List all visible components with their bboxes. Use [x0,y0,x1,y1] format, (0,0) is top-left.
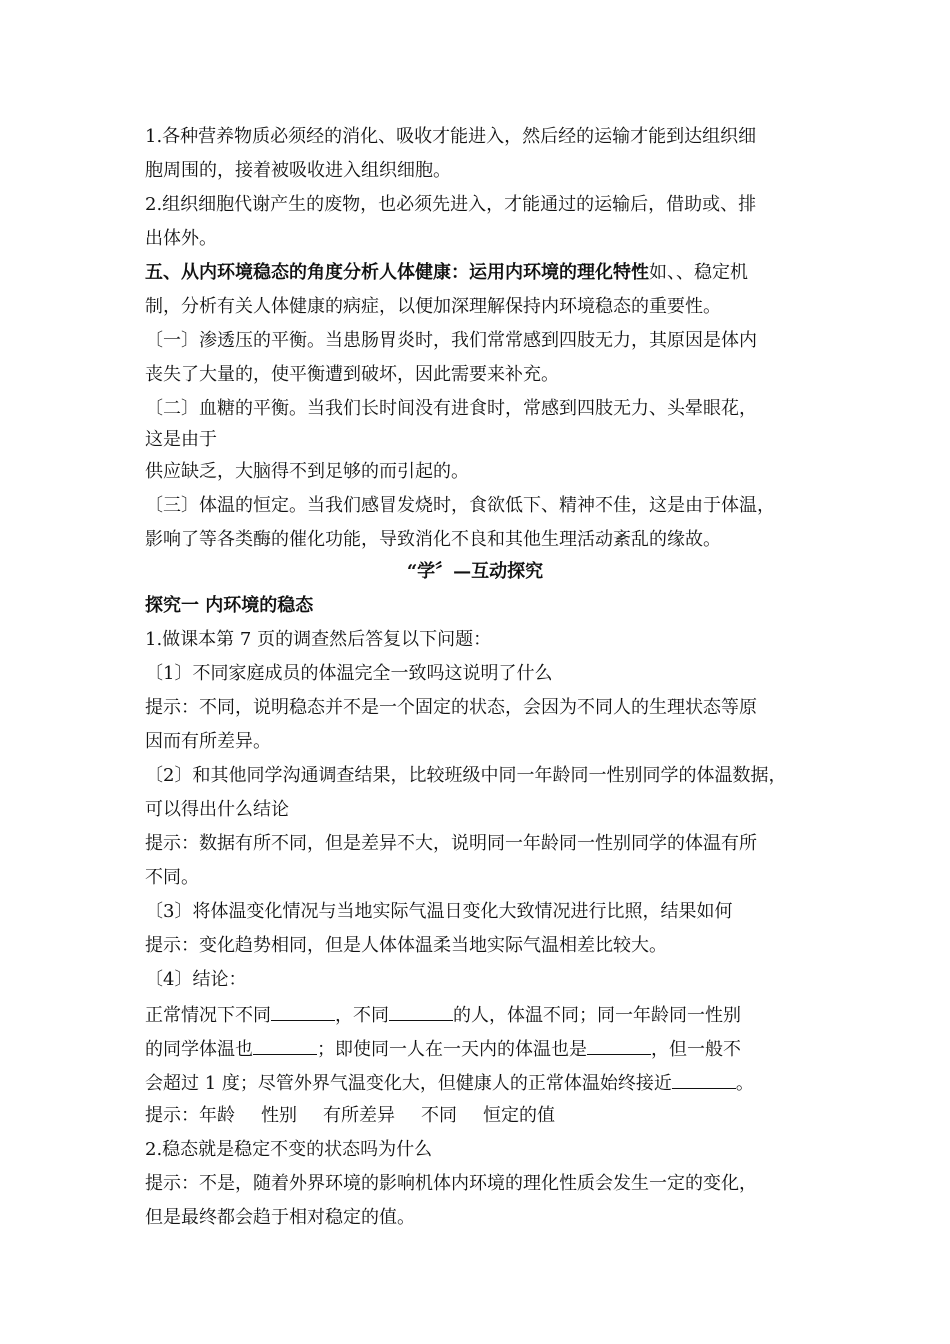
question-1: 〔1〕不同家庭成员的体温完全一致吗这说明了什么 [145,663,553,684]
text-line: 胞周围的，接着被吸收进入组织细胞。 [145,160,451,181]
question-2-cont: 可以得出什么结论 [145,799,289,820]
conclusion-text: ，不同 [335,1005,389,1026]
text-line: 供应缺乏，大脑得不到足够的而引起的。 [145,461,469,482]
conclusion-line [145,1070,754,1094]
hint-answer: 有所差异 [323,1105,395,1126]
conclusion-text: 的人，体温不同；同一年龄同一性别 [453,1005,741,1026]
fill-blank[interactable] [587,1036,651,1055]
conclusion-text: 。 [735,1073,754,1094]
conclusion-text: ，但一般不 [651,1039,741,1060]
text-line: 丧失了大量的，使平衡遭到破坏，因此需要来补充。 [145,364,559,385]
text-line: 1.各种营养物质必须经的消化、吸收才能进入，然后经的运输才能到达组织细 [145,126,757,147]
conclusion-text: 的同学体温也 [145,1039,253,1060]
text-line: 2.组织细胞代谢产生的废物，也必须先进入，才能通过的运输后，借助或、排 [145,194,757,215]
text-line: 〔一〕渗透压的平衡。当患肠胃炎时，我们常常感到四肢无力，其原因是体内 [145,330,757,351]
answer-1-cont: 因而有所差异。 [145,731,271,752]
answer-5: 提示：不是，随着外界环境的影响机体内环境的理化性质会发生一定的变化， [145,1173,757,1194]
hint-answer: 恒定的值 [483,1105,555,1126]
section-heading-rest: 如、、稳定机 [649,262,748,283]
question-3: 〔3〕将体温变化情况与当地实际气温日变化大致情况进行比照，结果如何 [145,901,733,922]
text-line: 出体外。 [145,228,217,249]
text-line: 〔三〕体温的恒定。当我们感冒发烧时，食欲低下、精神不佳，这是由于体温， [145,495,775,516]
explore-title: 探究一 内环境的稳态 [145,595,314,616]
answer-1: 提示：不同，说明稳态并不是一个固定的状态，会因为不同人的生理状态等原 [145,697,757,718]
conclusion-text: 正常情况下不同 [145,1005,271,1026]
hint-answer: 不同 [421,1105,457,1126]
answer-2: 提示：数据有所不同，但是差异不大，说明同一年龄同一性别同学的体温有所 [145,833,757,854]
question-2: 〔2〕和其他同学沟通调查结果，比较班级中同一年龄同一性别同学的体温数据， [145,765,787,786]
fill-blank[interactable] [672,1070,736,1089]
section-heading [145,261,748,285]
question-5: 2.稳态就是稳定不变的状态吗为什么 [145,1139,433,1160]
hint-label: 提示： [145,1105,199,1126]
text-line: 制，分析有关人体健康的病症，以便加深理解保持内环境稳态的重要性。 [145,296,721,317]
text-line: 影响了等各类酶的催化功能，导致消化不良和其他生理活动紊乱的缘故。 [145,529,721,550]
section-title: “学〞—互动探究 [406,561,544,582]
fill-blank[interactable] [389,1002,453,1021]
question-4: 〔4〕结论： [145,969,247,990]
text-line: 这是由于 [145,429,217,450]
conclusion-line [145,1002,741,1026]
answer-3: 提示：变化趋势相同，但是人体体温柔当地实际气温相差比较大。 [145,935,667,956]
fill-blank[interactable] [271,1002,335,1021]
hint-answers-line [145,1104,555,1128]
text-line: 〔二〕血糖的平衡。当我们长时间没有进食时，常感到四肢无力、头晕眼花， [145,398,757,419]
answer-2-cont: 不同。 [145,867,199,888]
fill-blank[interactable] [253,1036,317,1055]
question-intro: 1.做课本第 7 页的调查然后答复以下问题： [145,629,492,650]
conclusion-text: ；即使同一人在一天内的体温也是 [317,1039,587,1060]
hint-answer: 性别 [261,1105,297,1126]
conclusion-line [145,1036,741,1060]
conclusion-text: 会超过 1 度；尽管外界气温变化大，但健康人的正常体温始终接近 [145,1073,672,1094]
hint-answer: 年龄 [199,1105,235,1126]
answer-5-cont: 但是最终都会趋于相对稳定的值。 [145,1207,415,1228]
section-heading-bold: 五、从内环境稳态的角度分析人体健康：运用内环境的理化特性 [145,262,649,283]
